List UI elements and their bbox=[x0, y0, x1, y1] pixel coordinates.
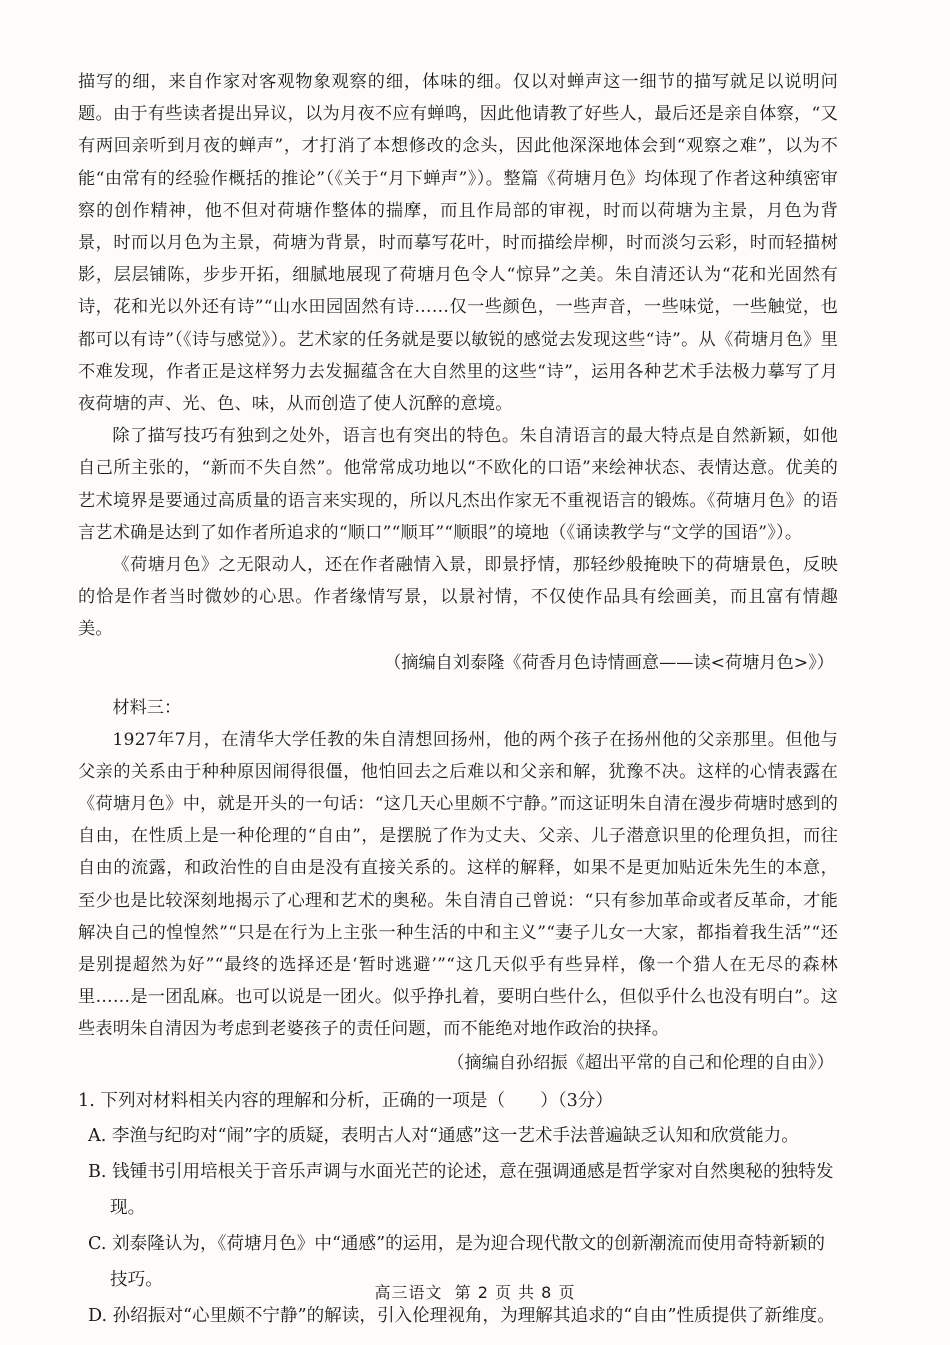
material-2-source: （摘编自刘泰隆《荷香月色诗情画意——读<荷塘月色>》） bbox=[384, 652, 834, 673]
material-2-paragraph-3: 《荷塘月色》之无限动人，还在作者融情入景，即景抒情，那轻纱般掩映下的荷塘景色，反映的恰是作者当时微妙的心思。作者缘情写景，以景衬情，不仅使作品具有绘画美，而且富有情趣美。 bbox=[78, 555, 838, 640]
material-3-heading: 材料三： bbox=[112, 697, 182, 718]
material-2-paragraph-1: 描写的细，来自作家对客观物象观察的细，体味的细。仅以对蝉声这一细节的描写就足以说明问题。由于有些读者提出异议，以为月夜不应有蝉鸣，因此他请教了好些人，最后还是亲自体察，“又有两回亲听到月夜的蝉声”，才打消了本想修改的念头，因此他深深地体会到“观察之难”，以为不能“由常有的经验作概括的推论”（《关于“月下蝉声”》）。整篇《荷塘月色》均体现了作者这种缜密审察的创作精神，他不但对荷塘作整体的揣摩，而且作局部的审视，时而以荷塘为主景，月色为背景，时而以月色为主景，荷塘为背景，时而摹写花叶，时而描绘岸柳，时而淡匀云彩，时而轻描树影，层层铺陈，步步开拓，细腻地展现了荷塘月色令人“惊异”之美。朱自清还认为“花和光固然有诗，花和光以外还有诗”“山水田园固然有诗……仅一些颜色，一些声音，一些味觉，一些触觉，也都可以有诗”（《诗与感觉》）。艺术家的任务就是要以敏锐的感觉去发现这些“诗”。从《荷塘月色》里不难发现，作者正是这样努力去发掘蕴含在大自然里的这些“诗”，运用各种艺术手法极力摹写了月夜荷塘的声、光、色、味，从而创造了使人沉醉的意境。 bbox=[78, 72, 838, 415]
footer-page-number: 第 2 页 共 8 页 bbox=[454, 1283, 576, 1302]
material-2-paragraph-2: 除了描写技巧有独到之处外，语言也有突出的特色。朱自清语言的最大特点是自然新颖，如他自己所主张的，“新而不失自然”。他常常成功地以“不欧化的口语”来绘神状态、表情达意。优美的艺术境界是要通过高质量的语言来实现的，所以凡杰出作家无不重视语言的锻炼。《荷塘月色》的语言艺术确是达到了如作者所追求的“顺口”“顺耳”“顺眼”的境地（《诵读教学与“文学的国语”》）。 bbox=[78, 426, 838, 543]
question-1-option-c: C. 刘泰隆认为，《荷塘月色》中“通感”的运用，是为迎合现代散文的创新潮流而使用奇特新颖的技巧。 bbox=[88, 1233, 825, 1290]
question-1-stem: 1. 下列对材料相关内容的理解和分析，正确的一项是（ ）（3分） bbox=[78, 1090, 613, 1111]
question-1-option-a: A. 李渔与纪昀对“闹”字的质疑，表明古人对“通感”这一艺术手法普遍缺乏认知和欣赏能力。 bbox=[88, 1125, 799, 1146]
page-footer bbox=[0, 1280, 950, 1303]
question-1-option-d: D. 孙绍振对“心里颇不宁静”的解读，引入伦理视角，为理解其追求的“自由”性质提供了新维度。 bbox=[88, 1305, 835, 1326]
footer-subject: 高三语文 bbox=[374, 1283, 443, 1302]
material-3-paragraph: 1927年7月，在清华大学任教的朱自清想回扬州，他的两个孩子在扬州他的父亲那里。但他与父亲的关系由于种种原因闹得很僵，他怕回去之后难以和父亲和解，犹豫不决。这样的心情表露在《荷塘月色》中，就是开头的一句话：“这几天心里颇不宁静。”而这证明朱自清在漫步荷塘时感到的自由，在性质上是一种伦理的“自由”，是摆脱了作为丈夫、父亲、儿子潜意识里的伦理负担，而往自由的流露，和政治性的自由是没有直接关系的。这样的解释，如果不是更加贴近朱先生的本意，至少也是比较深刻地揭示了心理和艺术的奥秘。朱自清自己曾说：“只有参加革命或者反革命，才能解决自己的惶惶然”“只是在行为上主张一种生活的中和主义”“妻子儿女一大家，都指着我生活”“还是别提超然为好”“最终的选择还是‘暂时逃避’”“这几天似乎有些异样，像一个猎人在无尽的森林里……是一团乱麻。也可以说是一团火。似乎挣扎着，要明白些什么，但似乎什么也没有明白”。这些表明朱自清因为考虑到老婆孩子的责任问题，而不能绝对地作政治的抉择。 bbox=[78, 729, 838, 1040]
material-3-source: （摘编自孙绍振《超出平常的自己和伦理的自由》） bbox=[447, 1052, 834, 1073]
question-1-option-b: B. 钱锺书引用培根关于音乐声调与水面光芒的论述，意在强调通感是哲学家对自然奥秘的独特发现。 bbox=[88, 1161, 834, 1218]
